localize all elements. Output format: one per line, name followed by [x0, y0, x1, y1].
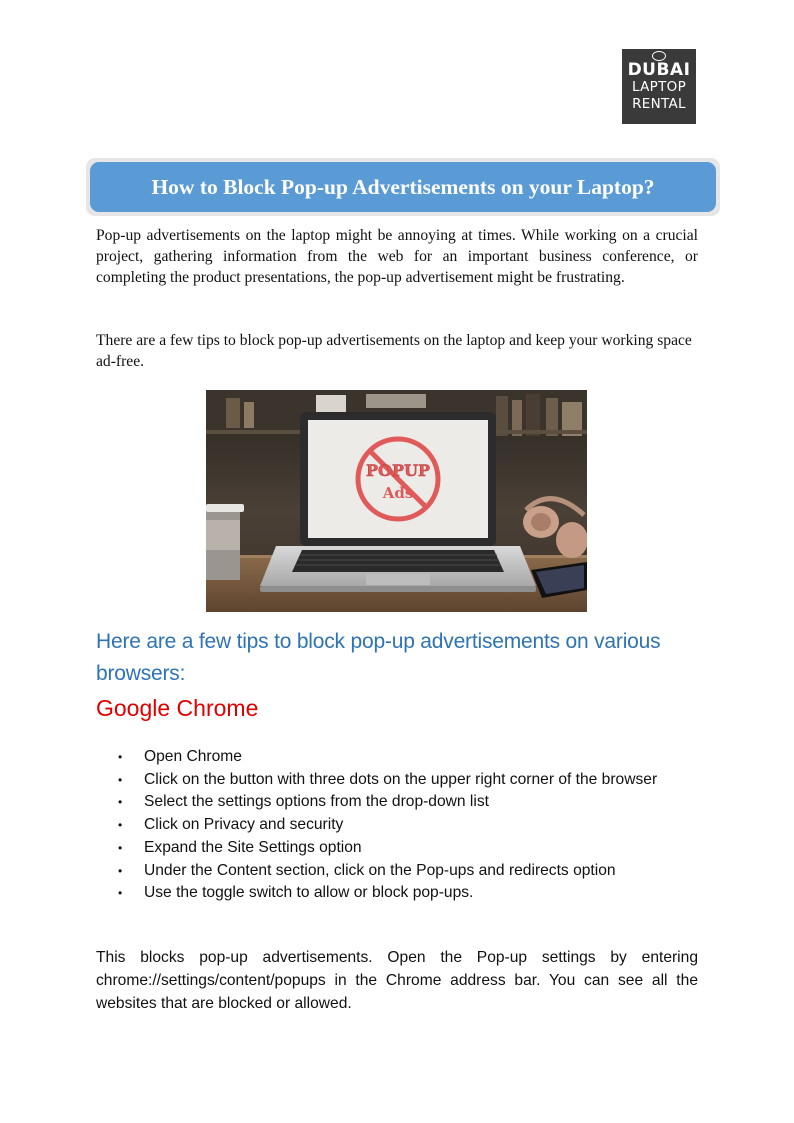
list-item: [96, 791, 696, 814]
page-title: How to Block Pop-up Advertisements on your Laptop?: [151, 174, 655, 199]
laptop-popup-ads-photo: [206, 390, 587, 612]
bullet-icon: •: [118, 772, 123, 787]
brand-logo: [622, 49, 696, 124]
laptop-illustration: [206, 390, 587, 612]
bullet-icon: •: [118, 840, 123, 855]
step-text: Use the toggle switch to allow or block pop-ups.: [144, 884, 474, 902]
intro-paragraph-1: Pop-up advertisements on the laptop might be annoying at times. While working on a crucial project, gathering information from the web for an important business conference, or completing the product presentations, the pop-up advertisement might be frustrating.: [96, 227, 698, 286]
bullet-icon: •: [118, 886, 123, 901]
outro-paragraph: This blocks pop-up advertisements. Open the Pop-up settings by entering chrome://settings/content/popups in the Chrome address bar. You can see all the websites that are blocked or allowed.: [96, 949, 698, 1012]
step-text: Under the Content section, click on the Pop-ups and redirects option: [144, 861, 616, 879]
logo-line-laptop: LAPTOP: [631, 79, 687, 95]
bullet-icon: •: [118, 818, 123, 833]
step-text: Click on the button with three dots on the upper right corner of the browser: [144, 770, 658, 788]
page-title-banner: [90, 162, 716, 212]
ads-sign-text: Ads: [382, 484, 414, 502]
bullet-icon: •: [118, 863, 123, 878]
list-item: [96, 814, 696, 837]
popup-sign-text: POPUP: [366, 461, 430, 480]
step-text: Click on Privacy and security: [144, 816, 344, 834]
bullet-icon: •: [118, 795, 123, 810]
step-text: Open Chrome: [144, 748, 242, 765]
section-heading: Here are a few tips to block pop-up advertisements on various browsers:: [96, 630, 661, 685]
list-item: [96, 860, 696, 883]
logo-line-rental: RENTAL: [632, 96, 686, 112]
chrome-steps-list: [96, 746, 696, 905]
step-text: Expand the Site Settings option: [144, 838, 362, 856]
list-item: [96, 837, 696, 860]
bullet-icon: •: [118, 750, 123, 764]
list-item: [96, 746, 696, 769]
intro-paragraph-2: There are a few tips to block pop-up advertisements on the laptop and keep your working space ad-free.: [96, 332, 692, 370]
list-item: [96, 882, 696, 905]
list-item: [96, 769, 696, 792]
google-chrome-heading: Google Chrome: [96, 695, 259, 721]
step-text: Select the settings options from the drop-down list: [144, 793, 489, 811]
logo-line-dubai: DUBAI: [627, 60, 691, 80]
